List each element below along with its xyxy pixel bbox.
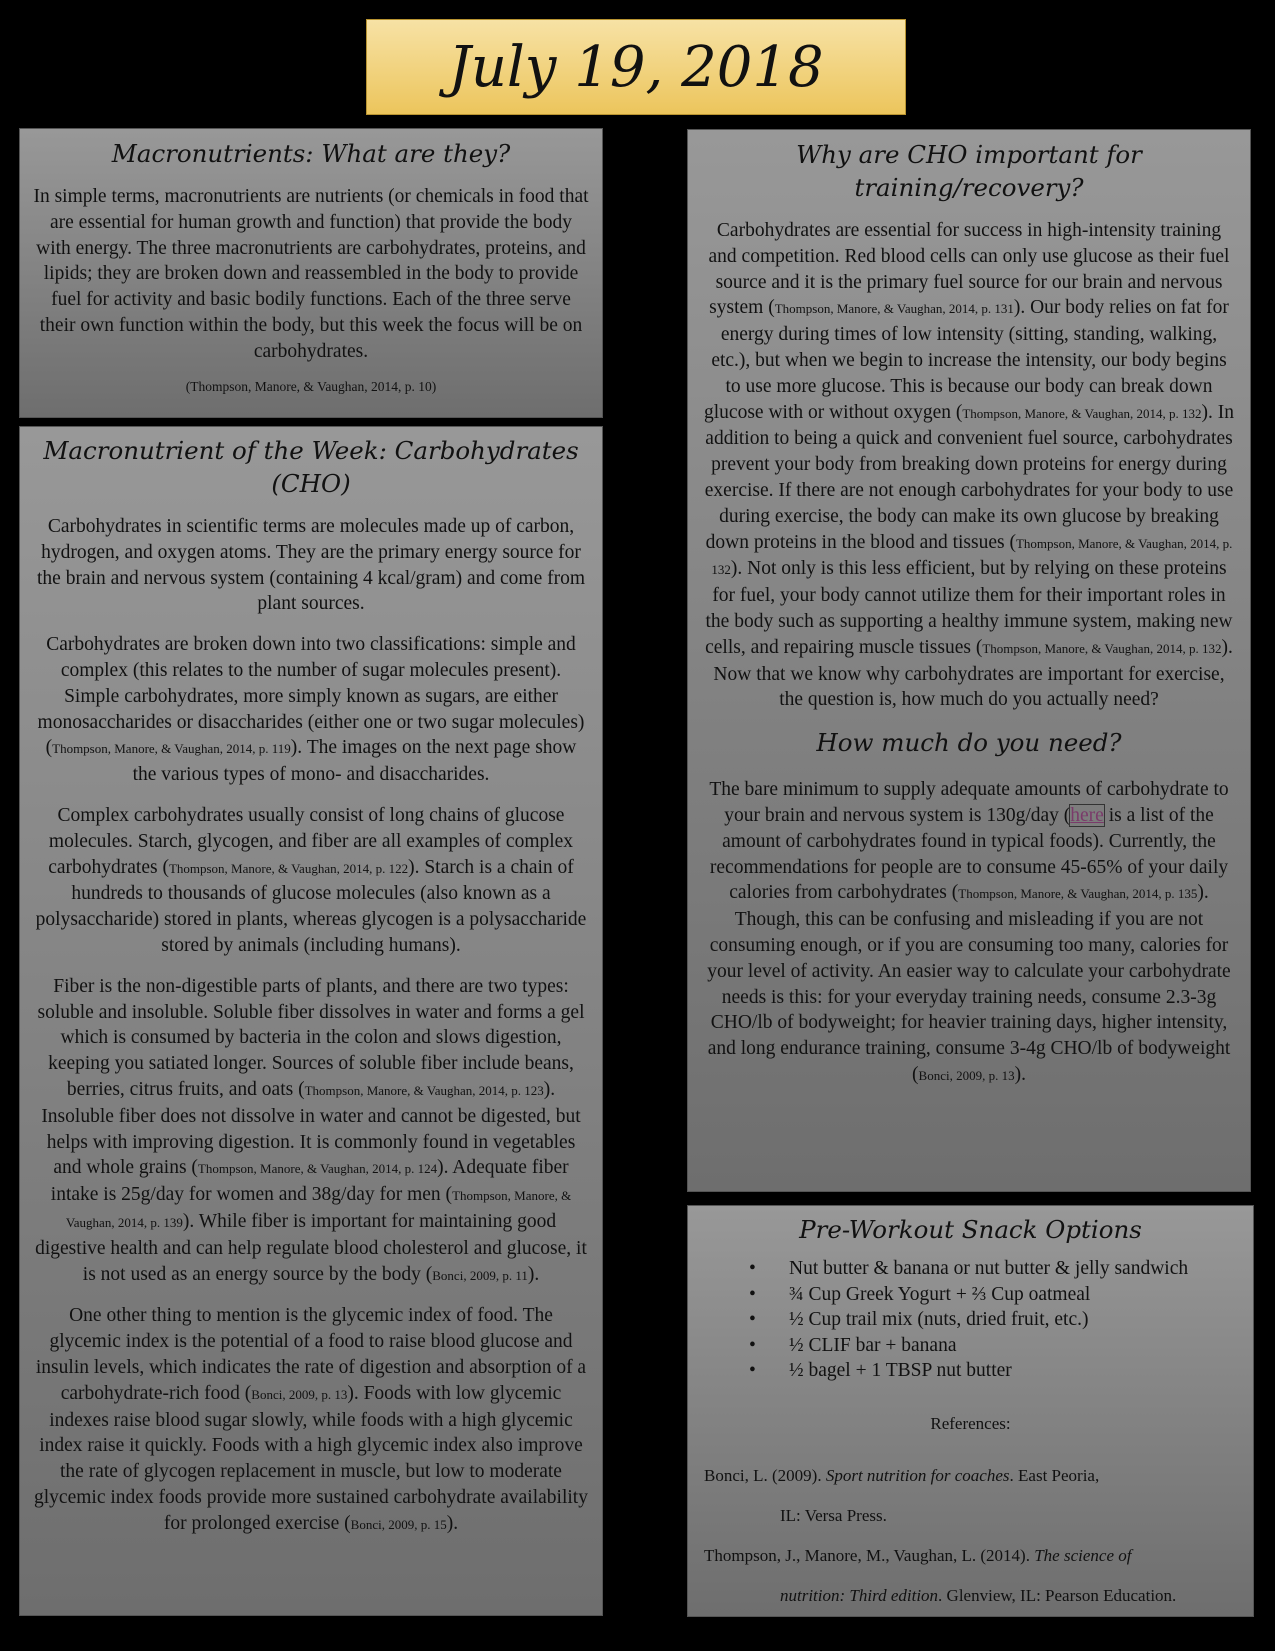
- macronutrient-of-week-panel: [19, 426, 603, 1616]
- bullet-icon: •: [749, 1334, 756, 1356]
- section-title: Why are CHO important for training/recovery?: [796, 140, 1142, 202]
- citation: Thompson, Manore, & Vaughan, 2014, p. 123: [304, 1082, 544, 1098]
- list-item: • Nut butter & banana or nut butter & jelly sandwich: [749, 1256, 1237, 1282]
- reference-entry: Thompson, J., Manore, M., Vaughan, L. (2014). The science of: [704, 1545, 1132, 1565]
- bullet-icon: •: [749, 1283, 756, 1305]
- bullet-icon: •: [749, 1309, 756, 1330]
- paragraph: One other thing to mention is the glycemic index of food. The glycemic index is the potential of a food to raise blood glucose and insulin levels, which indicates the rate of digestion and absorption of a carbohydrate-rich food (Bonci, 2009, p. 13). Foods with low glycemic indexes raise blood sugar slowly, while foods with a high glycemic index raise it quickly. Foods with a high glycemic index also improve the rate of glycogen replacement in muscle, but low to moderate glycemic index foods provide more sustained carbohydrate availability for prolonged exercise (Bonci, 2009, p. 15).: [34, 1305, 588, 1534]
- references: [704, 1414, 1237, 1616]
- why-cho-panel: [687, 129, 1251, 1192]
- section-title: Macronutrients: What are they?: [111, 139, 511, 168]
- citation: (Thompson, Manore, & Vaughan, 2014, p. 10): [185, 378, 437, 394]
- macronutrients-intro-panel: [19, 128, 603, 418]
- citation: Thompson, Manore, & Vaughan, 2014, p. 124: [197, 1161, 438, 1177]
- paragraph: Complex carbohydrates usually consist of long chains of glucose molecules. Starch, glycogen, and fiber are all examples of complex carbohydrates (Thompson, Manore, & Vaughan, 2014, p. 122). Starch is a chain of hundreds to thousands of glucose molecules (also known as a polysaccharide) stored in plants, whereas glycogen is a polysaccharide stored by animals (including humans).: [35, 804, 587, 956]
- citation: Thompson, Manore, & Vaughan, 2014, p. 122: [168, 860, 409, 876]
- citation: Thompson, Manore, & Vaughan, 2014, p. 132: [982, 640, 1222, 656]
- reference-entry-cont: nutrition: Third edition. Glenview, IL: Pearson Education.: [780, 1585, 1177, 1605]
- snack-options-panel: [687, 1205, 1254, 1617]
- bullet-icon: •: [749, 1360, 756, 1381]
- references-heading: References:: [930, 1413, 1011, 1433]
- citation: Thompson, Manore, & Vaughan, 2014, p. 119: [52, 741, 291, 757]
- section-title: How much do you need?: [816, 728, 1122, 758]
- citation: Thompson, Manore, & Vaughan, 2014, p. 131: [774, 301, 1014, 317]
- bullet-icon: •: [749, 1258, 756, 1279]
- list-item: • ¾ Cup Greek Yogurt + ⅔ Cup oatmeal: [749, 1282, 1237, 1308]
- reference-entry: Bonci, L. (2009). Sport nutrition for coaches. East Peoria,: [704, 1465, 1100, 1485]
- section-title: Pre-Workout Snack Options: [799, 1215, 1142, 1244]
- paragraph: Carbohydrates are essential for success in high-intensity training and competition. Red blood cells can only use glucose as their fuel source and it is the primary fuel source for our brain and nervous system (Thompson, Manore, & Vaughan, 2014, p. 131). Our body relies on fat for energy during times of low intensity (sitting, standing, walking, etc.), but when we begin to increase the intensity, our body begins to use more glucose. This is because our body can break down glucose with or without oxygen (Thompson, Manore, & Vaughan, 2014, p. 132). In addition to being a quick and convenient fuel source, carbohydrates prevent your body from breaking down proteins for energy during exercise. If there are not enough carbohydrates for your body to use during exercise, the body can make its own glucose by breaking down proteins in the blood and tissues (Thompson, Manore, & Vaughan, 2014, p. 132). Not only is this less efficient, but by relying on these proteins for fuel, your body cannot utilize them for their important roles in the body such as supporting a healthy immune system, making new cells, and repairing muscle tissues (Thompson, Manore, & Vaughan, 2014, p. 132). Now that we know why carbohydrates are important for exercise, the question is, how much do you actually need?: [704, 220, 1234, 711]
- date-banner: July 19, 2018: [366, 19, 906, 115]
- list-item: • ½ Cup trail mix (nuts, dried fruit, etc.): [749, 1307, 1237, 1333]
- citation: Bonci, 2009, p. 13: [251, 1386, 348, 1402]
- citation: Thompson, Manore, & Vaughan, 2014, p. 132: [962, 405, 1202, 421]
- paragraph: The bare minimum to supply adequate amounts of carbohydrate to your brain and nervous system is 130g/day (here is a list of the amount of carbohydrates found in typical foods). Currently, the recommendations for people are to consume 45-65% of your daily calories from carbohydrates (Thompson, Manore, & Vaughan, 2014, p. 135). Though, this can be confusing and misleading if you are not consuming enough, or if you are consuming too many, calories for your level of activity. An easier way to calculate your carbohydrate needs is this: for your everyday training needs, consume 2.3-3g CHO/lb of bodyweight; for heavier training days, higher intensity, and long endurance training, consume 3-4g CHO/lb of bodyweight (Bonci, 2009, p. 13).: [707, 779, 1231, 1085]
- citation: Thompson, Manore, & Vaughan, 2014, p. 135: [958, 886, 1198, 902]
- paragraph: Carbohydrates are broken down into two classifications: simple and complex (this relates to the number of sugar molecules present). Simple carbohydrates, more simply known as sugars, are either monosaccharides or disaccharides (either one or two sugar molecules) (Thompson, Manore, & Vaughan, 2014, p. 119). The images on the next page show the various types of mono- and disaccharides.: [37, 634, 585, 786]
- reference-entry-cont: IL: Versa Press.: [780, 1505, 887, 1525]
- carb-list-link[interactable]: here: [1070, 804, 1104, 826]
- citation: Thompson, Manore, & Vaughan, 2014, p. 132: [711, 535, 1233, 578]
- list-item: • ½ bagel + 1 TBSP nut butter: [749, 1358, 1237, 1384]
- paragraph: Fiber is the non-digestible parts of plants, and there are two types: soluble and insoluble. Soluble fiber dissolves in water and forms a gel which is consumed by bacteria in the colon and slows digestion, keeping you satiated longer. Sources of soluble fiber include beans, berries, citrus fruits, and oats (Thompson, Manore, & Vaughan, 2014, p. 123). Insoluble fiber does not dissolve in water and cannot be digested, but helps with improving digestion. It is commonly found in vegetables and whole grains (Thompson, Manore, & Vaughan, 2014, p. 124). Adequate fiber intake is 25g/day for women and 38g/day for men (Thompson, Manore, & Vaughan, 2014, p. 139). While fiber is important for maintaining good digestive health and can help regulate blood cholesterol and glucose, it is not used as an energy source by the body (Bonci, 2009, p. 11).: [35, 975, 587, 1285]
- citation: Bonci, 2009, p. 11: [432, 1267, 528, 1283]
- section-title: Macronutrient of the Week: Carbohydrates (CHO): [43, 436, 579, 498]
- paragraph: Carbohydrates in scientific terms are molecules made up of carbon, hydrogen, and oxygen atoms. They are the primary energy source for the brain and nervous system (containing 4 kcal/gram) and come from plant sources.: [37, 516, 585, 615]
- list-item: • ½ CLIF bar + banana: [749, 1333, 1237, 1359]
- snack-list: [704, 1256, 1237, 1384]
- intro-paragraph: In simple terms, macronutrients are nutrients (or chemicals in food that are essential for human growth and function) that provide the body with energy. The three macronutrients are carbohydrates, proteins, and lipids; they are broken down and reassembled in the body to provide fuel for activity and basic bodily functions. Each of the three serve their own function within the body, but this week the focus will be on carbohydrates.: [33, 186, 589, 362]
- citation: Bonci, 2009, p. 13: [918, 1067, 1015, 1083]
- citation: Bonci, 2009, p. 15: [350, 1516, 447, 1532]
- citation: Thompson, Manore, & Vaughan, 2014, p. 139: [65, 1188, 572, 1230]
